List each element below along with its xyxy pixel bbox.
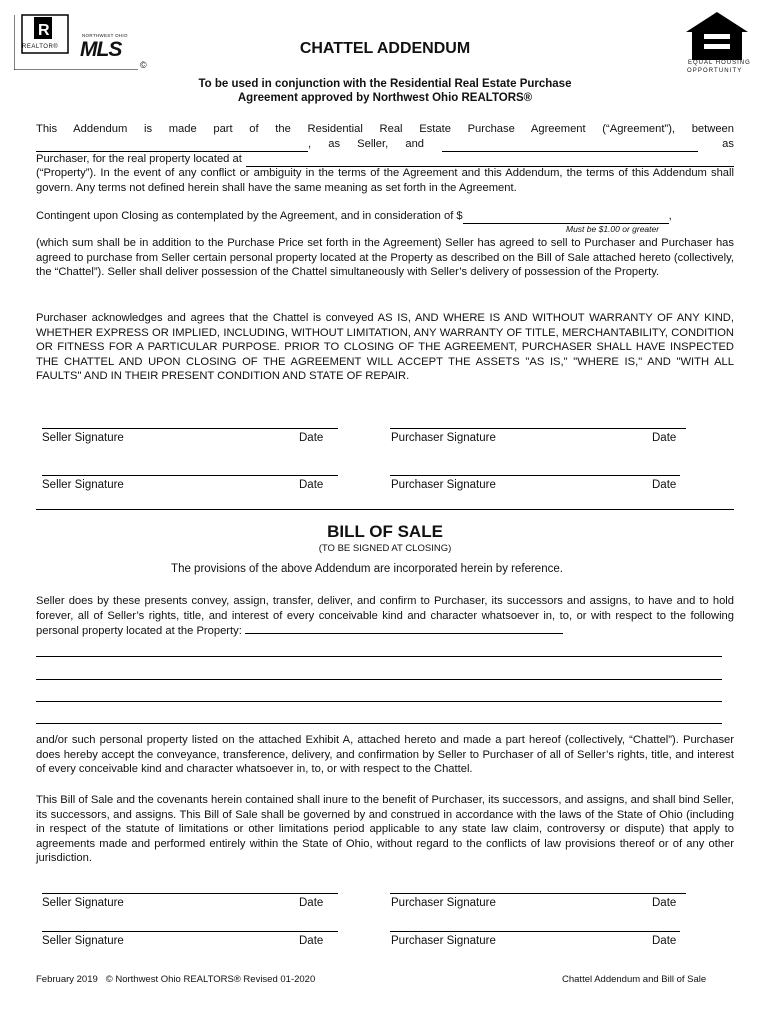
as-text: as <box>722 138 734 150</box>
addendum-para1-line3 <box>36 152 734 167</box>
seller-signature-line-1[interactable] <box>42 428 338 429</box>
purchaser-signature-label: Purchaser Signature <box>391 479 496 491</box>
page-title: CHATTEL ADDENDUM <box>299 40 471 57</box>
realtor-logo-label: REALTOR® <box>22 44 59 50</box>
property-list-line-4[interactable] <box>36 723 722 724</box>
eho-line2: OPPORTUNITY <box>687 68 743 74</box>
bill-title: BILL OF SALE <box>327 522 443 541</box>
bill-purchaser-signature-line-2[interactable] <box>390 931 680 932</box>
property-list-line-3[interactable] <box>36 701 722 702</box>
personal-property-field[interactable] <box>245 623 563 634</box>
consideration-note: Must be $1.00 or greater <box>566 224 660 234</box>
purchaser-date-label: Date <box>652 432 677 444</box>
footer-right: Chattel Addendum and Bill of Sale <box>562 974 707 985</box>
bill-para1 <box>36 594 734 639</box>
addendum-para1-line2 <box>36 137 734 152</box>
addendum-para1-line1: This Addendum is made part of the Residential Real Estate Purchase Agreement (“Agreement”), between <box>36 123 734 135</box>
seller-date-label: Date <box>299 432 324 444</box>
purchaser-signature-label: Purchaser Signature <box>391 432 496 444</box>
purchaser-signature-line-1[interactable] <box>390 428 686 429</box>
purchaser-date-label: Date <box>652 935 677 947</box>
consideration-line <box>36 209 734 224</box>
property-list-line-1[interactable] <box>36 656 722 657</box>
mls-logo: MLS <box>80 38 122 61</box>
bill-subtitle: (TO BE SIGNED AT CLOSING) <box>318 543 452 554</box>
seller-date-label: Date <box>299 897 324 909</box>
addendum-para2: (which sum shall be in addition to the Purchase Price set forth in the Agreement) Seller has agreed to sell to Purchaser and Purchaser has agreed to purchase from Seller certain personal property located at the Property as described on the Bill of Sale attached hereto (collectively, the “Chattel”). Seller shall deliver possession of the Chattel simultaneously with Seller’s delivery of possession of the Property. <box>36 237 734 279</box>
property-label: Purchaser, for the real property located at <box>36 153 242 165</box>
bill-seller-signature-line-1[interactable] <box>42 893 338 894</box>
footer-left: February 2019 © Northwest Ohio REALTORS® Revised 01-2020 <box>36 974 316 985</box>
bill-para1-text: Seller does by these presents convey, assign, transfer, deliver, and confirm to Purchaser, its successors and assigns, to have and to hold forever, all of Seller’s rights, title, and interest of every conceivable kind and character whatsoever in, to, or with respect to the following personal property located at the Property: <box>36 595 734 638</box>
addendum-para1-rest: (“Property”). In the event of any conflict or ambiguity in the terms of the Agreement and this Addendum, the terms of this Addendum shall govern. Any terms not defined herein shall have the same meaning as set forth in the Agreement. <box>36 167 734 194</box>
consideration-amount-field[interactable] <box>463 213 669 224</box>
property-address-field[interactable] <box>246 156 734 167</box>
seller-signature-label: Seller Signature <box>42 935 124 947</box>
purchaser-signature-line-2[interactable] <box>390 475 680 476</box>
seller-signature-label: Seller Signature <box>42 432 124 444</box>
as-seller-text: , as Seller, and <box>308 138 425 150</box>
bill-intro: The provisions of the above Addendum are incorporated herein by reference. <box>171 563 563 575</box>
bill-para2: and/or such personal property listed on the attached Exhibit A, attached hereto and made a part hereof (collectively, “Chattel”). Purchaser does hereby accept the conveyance, transference, delivery, and confirmation by Seller to Purchaser of all of Seller’s rights, title, and interest of every conceivable kind and character whatsoever in, to, or with respect to the Chattel. <box>36 734 734 776</box>
seller-date-label: Date <box>299 479 324 491</box>
seller-date-label: Date <box>299 935 324 947</box>
mls-small-label: NORTHWEST OHIO <box>82 33 128 38</box>
eho-line1: EQUAL HOUSING <box>688 60 751 66</box>
seller-signature-label: Seller Signature <box>42 479 124 491</box>
section-divider <box>36 509 734 510</box>
seller-signature-label: Seller Signature <box>42 897 124 909</box>
bill-seller-signature-line-2[interactable] <box>42 931 338 932</box>
copyright-mark: © <box>140 60 147 70</box>
property-list-line-2[interactable] <box>36 679 722 680</box>
purchaser-name-field[interactable] <box>442 141 698 152</box>
subtitle-line2: Agreement approved by Northwest Ohio REALTORS® <box>237 92 533 104</box>
bill-purchaser-signature-line-1[interactable] <box>390 893 686 894</box>
purchaser-signature-label: Purchaser Signature <box>391 935 496 947</box>
seller-signature-line-2[interactable] <box>42 475 338 476</box>
consideration-label: Contingent upon Closing as contemplated by the Agreement, and in consideration of $ <box>36 210 463 222</box>
purchaser-date-label: Date <box>652 897 677 909</box>
purchaser-signature-label: Purchaser Signature <box>391 897 496 909</box>
subtitle-line1: To be used in conjunction with the Residential Real Estate Purchase <box>198 78 572 90</box>
purchaser-date-label: Date <box>652 479 677 491</box>
bill-para3: This Bill of Sale and the covenants herein contained shall inure to the benefit of Purchaser, its successors, and assigns, and shall bind Seller, its successors, and assigns. This Bill of Sale shall be governed by and construed in accordance with the laws of the State of Ohio (including in respect of the statute of limitations or other limitations period applicable to any state law claim, controversy or dispute) that apply to agreements made and performed entirely within the State of Ohio, without regard to the conflicts of law provisions thereof or of any other jurisdiction. <box>36 794 734 865</box>
svg-text:R: R <box>38 22 50 39</box>
seller-name-field[interactable] <box>36 141 308 152</box>
addendum-para3: Purchaser acknowledges and agrees that the Chattel is conveyed AS IS, AND WHERE IS AND WITHOUT WARRANTY OF ANY KIND, WHETHER EXPRESS OR IMPLIED, INCLUDING, WITHOUT LIMITATION, ANY WARRANTY OF TITLE, MERCHANTABILITY, CONDITION OR FITNESS FOR A PARTICULAR PURPOSE. PRIOR TO CLOSING OF THE AGREEMENT, PURCHASER SHALL HAVE INSPECTED THE CHATTEL AND UPON CLOSING OF THE AGREEMENT WILL ACCEPT THE ASSETS "AS IS," "WHERE IS," AND "WITH ALL FAULTS" AND IN THEIR PRESENT CONDITION AND STATE OF REPAIR. <box>36 312 734 383</box>
consideration-comma: , <box>668 210 672 222</box>
